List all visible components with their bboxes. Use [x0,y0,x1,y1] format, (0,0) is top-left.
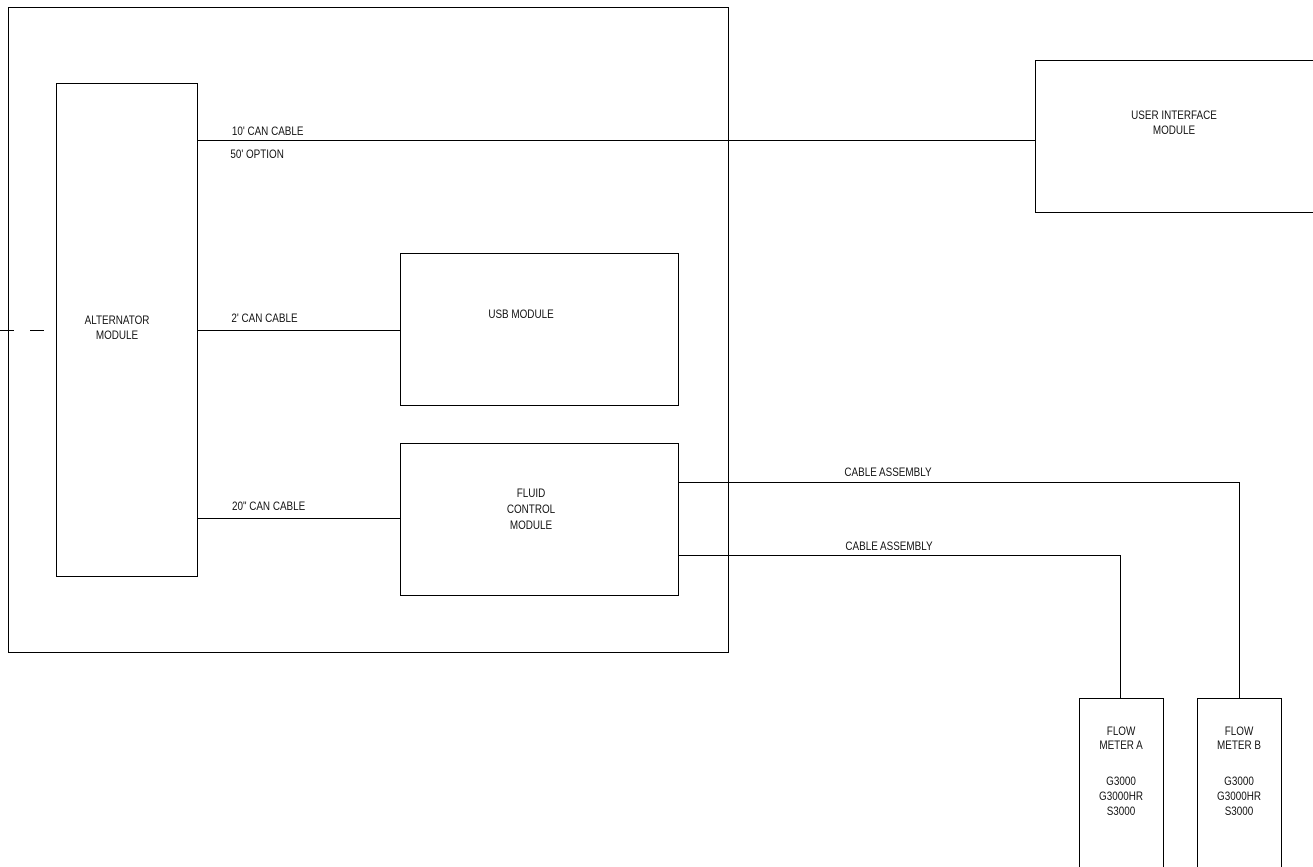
usb-cable-label: 2' CAN CABLE [231,312,298,326]
meter-a-cable-label: CABLE ASSEMBLY [845,540,933,554]
flow-meter-a-model-2: G3000HR [1099,790,1143,804]
usb-module-box [401,254,679,406]
flow-meter-a-label-1: FLOW [1106,725,1136,739]
ui-cable-label-2: 50' OPTION [230,148,284,162]
fluid-control-module-label-3: MODULE [509,519,553,533]
fluid-cable-label: 20" CAN CABLE [231,500,306,514]
meter-a-cable-line [678,556,1121,699]
meter-b-cable-line [678,483,1240,699]
alternator-module-label-2: MODULE [95,329,139,343]
flow-meter-b-label-2: METER B [1217,739,1261,753]
ui-cable-label-1: 10' CAN CABLE [231,125,304,139]
meter-b-cable-label: CABLE ASSEMBLY [844,466,932,480]
flow-meter-b-model-3: S3000 [1224,805,1254,819]
usb-module-label: USB MODULE [488,308,554,322]
flow-meter-a-model-3: S3000 [1106,805,1136,819]
alternator-module-label-1: ALTERNATOR [84,314,150,328]
fluid-control-module-label-2: CONTROL [506,503,556,517]
flow-meter-b-model-2: G3000HR [1217,790,1261,804]
user-interface-module-label-1: USER INTERFACE [1131,109,1217,123]
flow-meter-a-label-2: METER A [1099,739,1143,753]
flow-meter-a-model-1: G3000 [1106,775,1136,789]
flow-meter-b-model-1: G3000 [1224,775,1254,789]
user-interface-module-label-2: MODULE [1152,124,1196,138]
flow-meter-b-label-1: FLOW [1224,725,1254,739]
fluid-control-module-label-1: FLUID [516,487,546,501]
